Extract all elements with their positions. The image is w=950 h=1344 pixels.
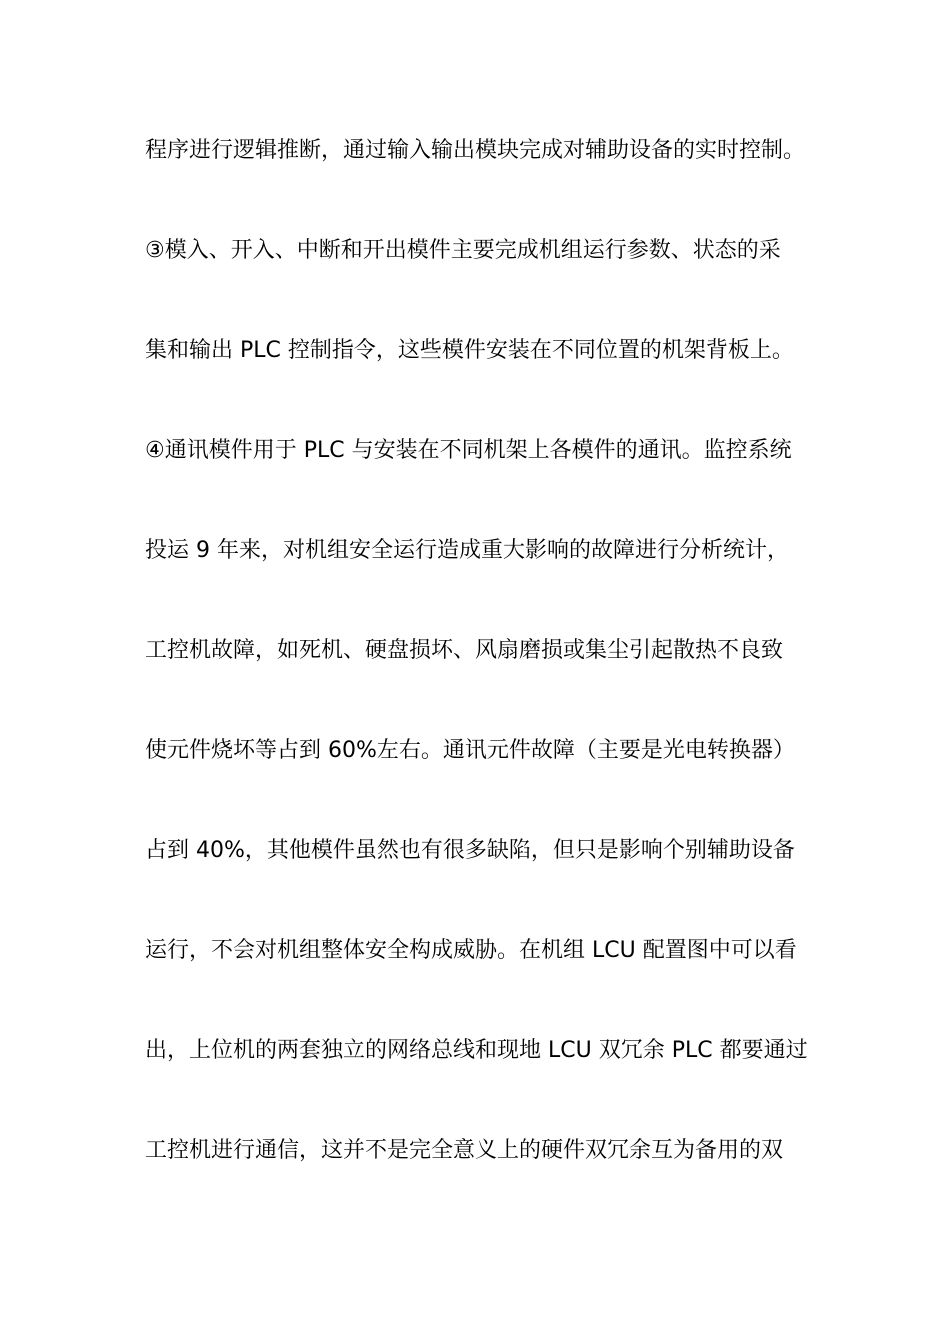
text-line: 使元件烧坏等占到 60%左右。通讯元件故障（主要是光电转换器） (145, 738, 795, 763)
text-line: 占到 40%，其他模件虽然也有很多缺陷，但只是影响个别辅助设备 (145, 838, 795, 863)
text-line: ④通讯模件用于 PLC 与安装在不同机架上各模件的通讯。监控系统 (145, 438, 792, 463)
text-line: 程序进行逻辑推断，通过输入输出模块完成对辅助设备的实时控制。 (145, 138, 806, 163)
text-line: 集和输出 PLC 控制指令，这些模件安装在不同位置的机架背板上。 (145, 338, 794, 363)
text-line: ③模入、开入、中断和开出模件主要完成机组运行参数、状态的采 (145, 238, 781, 263)
text-line: 工控机进行通信，这并不是完全意义上的硬件双冗余互为备用的双 (145, 1138, 784, 1163)
text-line: 运行，不会对机组整体安全构成威胁。在机组 LCU 配置图中可以看 (145, 938, 797, 963)
text-line: 出，上位机的两套独立的网络总线和现地 LCU 双冗余 PLC 都要通过 (145, 1038, 808, 1063)
text-line: 投运 9 年来，对机组安全运行造成重大影响的故障进行分析统计， (145, 538, 789, 563)
text-line: 工控机故障，如死机、硬盘损坏、风扇磨损或集尘引起散热不良致 (145, 638, 784, 663)
